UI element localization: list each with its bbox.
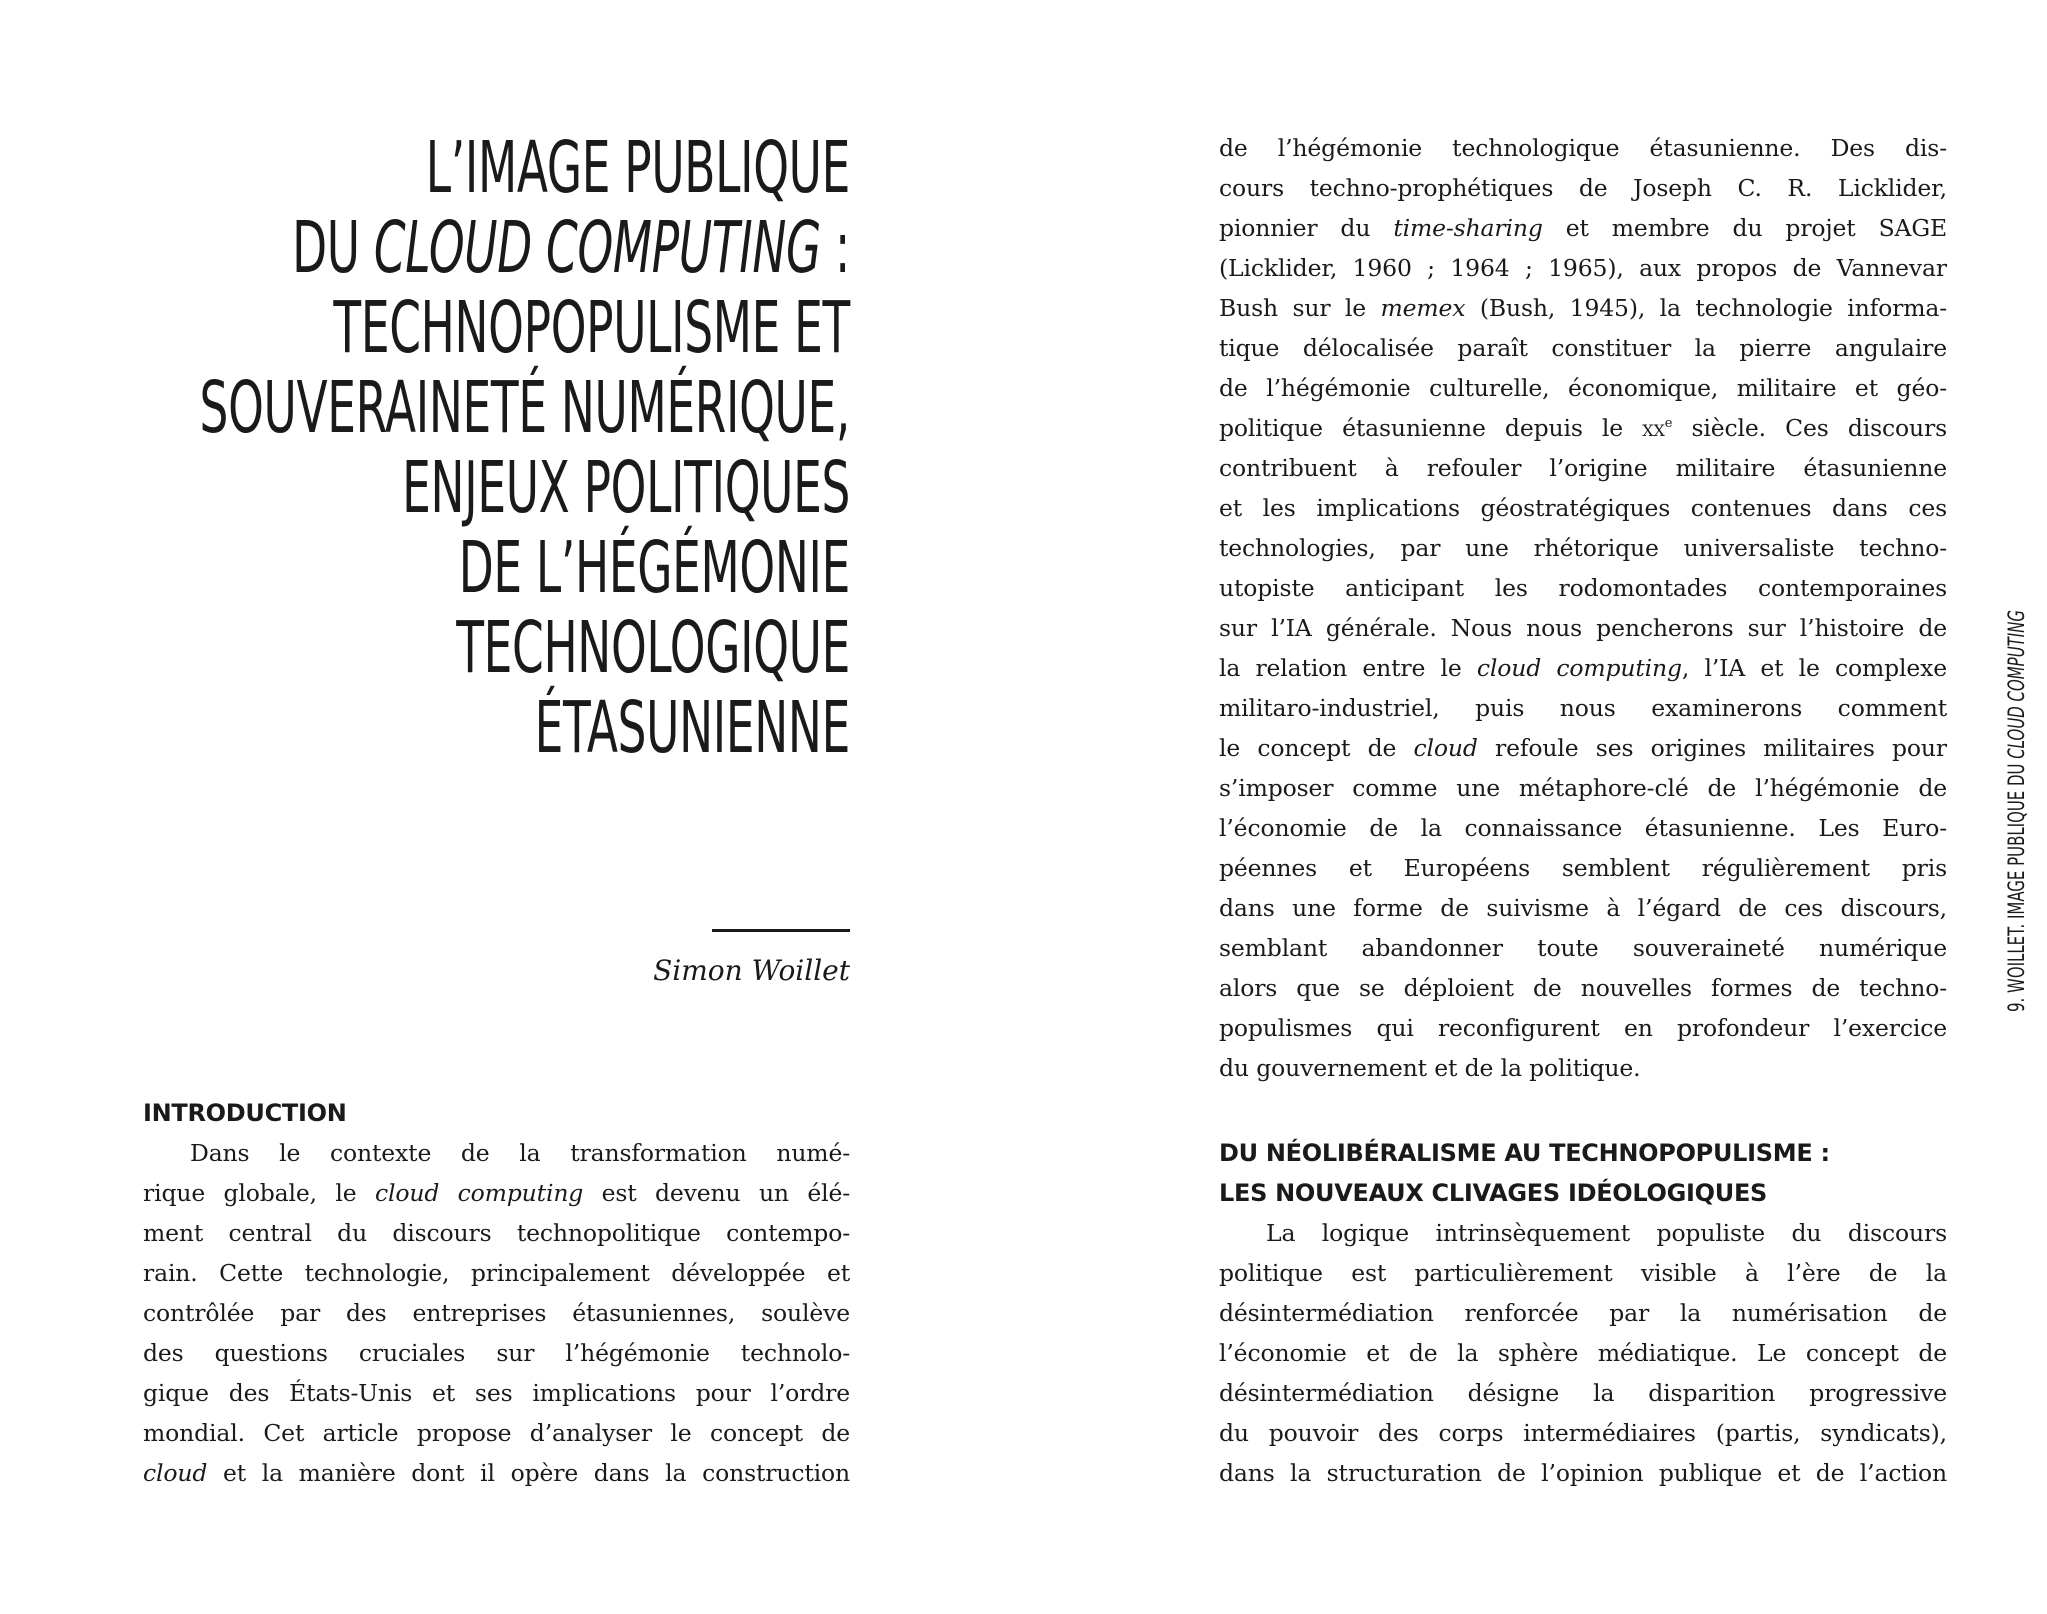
title-line: DE L’HÉGÉMONIE <box>458 526 850 609</box>
text-run: refoule ses origines militaires pour <box>1477 734 1947 762</box>
title-text: DU <box>292 206 374 289</box>
italic-term: cloud <box>1413 734 1478 762</box>
text-line: désintermédiation désigne la disparition progressive <box>1219 1379 1947 1407</box>
text-line: politique est particulièrement visible à l’ère de la <box>1219 1259 1947 1287</box>
article-title <box>127 128 850 768</box>
running-head-italic: CLOUD COMPUTING <box>2005 610 2030 759</box>
text-line: tique délocalisée paraît constituer la pierre angulaire <box>1219 334 1947 362</box>
text-line: La logique intrinsèquement populiste du discours <box>1266 1219 1947 1247</box>
text-line: populismes qui reconfigurent en profondeur l’exercice <box>1219 1014 1947 1042</box>
century-superscript: e <box>1664 416 1673 431</box>
italic-term: cloud computing <box>374 1179 584 1207</box>
title-line: ENJEUX POLITIQUES <box>402 446 850 529</box>
section-heading-technopopulisme <box>1219 1133 1830 1213</box>
text-line: du gouvernement et de la politique. <box>1219 1054 1641 1082</box>
text-line: alors que se déploient de nouvelles formes de techno- <box>1219 974 1947 1002</box>
text-line: sur l’IA générale. Nous nous pencherons sur l’histoire de <box>1219 614 1947 642</box>
text-run: et la manière dont il opère dans la construction <box>207 1459 850 1487</box>
text-line: et les implications géostratégiques contenues dans ces <box>1219 494 1947 522</box>
text-line: l’économie de la connaissance étasunienne. Les Euro- <box>1219 814 1947 842</box>
text-line: utopiste anticipant les rodomontades contemporaines <box>1219 574 1947 602</box>
text-run: le concept de <box>1219 734 1414 762</box>
text-run: pionnier du <box>1219 214 1394 242</box>
text-line: l’économie et de la sphère médiatique. Le concept de <box>1219 1339 1947 1367</box>
text-line: Dans le contexte de la transformation numé- <box>190 1139 850 1167</box>
text-line: contribuent à refouler l’origine militaire étasunienne <box>1219 454 1947 482</box>
text-line: semblant abandonner toute souveraineté numérique <box>1219 934 1947 962</box>
text-line <box>143 1173 850 1213</box>
introduction-body <box>143 1133 850 1493</box>
title-line: TECHNOLOGIQUE <box>456 606 850 689</box>
section-heading-introduction: INTRODUCTION <box>143 1099 347 1127</box>
author-name: Simon Woillet <box>653 954 850 987</box>
text-line: (Licklider, 1960 ; 1964 ; 1965), aux propos de Vannevar <box>1219 254 1947 282</box>
text-line: des questions cruciales sur l’hégémonie technolo- <box>143 1339 850 1367</box>
author-divider <box>712 929 850 932</box>
heading-line: LES NOUVEAUX CLIVAGES IDÉOLOGIQUES <box>1219 1179 1768 1207</box>
continued-body <box>1219 128 1947 1088</box>
left-page <box>0 0 1023 1614</box>
title-italic: CLOUD COMPUTING <box>373 206 821 289</box>
italic-term: memex <box>1380 294 1466 322</box>
text-line: désintermédiation renforcée par la numérisation de <box>1219 1299 1947 1327</box>
title-line: L’IMAGE PUBLIQUE <box>425 126 850 209</box>
text-line <box>1219 728 1947 768</box>
running-head-text <box>2003 610 2033 1012</box>
text-run: et membre du projet SAGE <box>1542 214 1947 242</box>
text-line <box>1219 208 1947 248</box>
section-body <box>1219 1213 1947 1493</box>
title-line: TECHNOPOPULISME ET <box>333 286 850 369</box>
text-line: mondial. Cet article propose d’analyser le concept de <box>143 1419 850 1447</box>
text-line: rain. Cette technologie, principalement développée et <box>143 1259 850 1287</box>
text-run: rique globale, le <box>143 1179 375 1207</box>
text-run: Bush sur le <box>1219 294 1381 322</box>
text-line: ment central du discours technopolitique contempo- <box>143 1219 850 1247</box>
text-line: s’imposer comme une métaphore-clé de l’hégémonie de <box>1219 774 1947 802</box>
text-line <box>1219 648 1947 688</box>
text-line: dans la structuration de l’opinion publique et de l’action <box>1219 1459 1947 1487</box>
title-line: SOUVERAINETÉ NUMÉRIQUE, <box>199 366 850 449</box>
title-colon: : <box>820 206 850 289</box>
text-line <box>1219 288 1947 328</box>
text-line: contrôlée par des entreprises étasuniennes, soulève <box>143 1299 850 1327</box>
title-line <box>127 208 850 288</box>
text-line: péennes et Européens semblent régulièrement pris <box>1219 854 1947 882</box>
running-head <box>2003 421 2033 1012</box>
text-run: est devenu un élé- <box>583 1179 850 1207</box>
century-numeral: xx <box>1642 414 1665 442</box>
text-run: , l’IA et le complexe <box>1681 654 1947 682</box>
italic-term: cloud <box>143 1459 208 1487</box>
text-line: cours techno-prophétiques de Joseph C. R. Licklider, <box>1219 174 1947 202</box>
text-line: de l’hégémonie culturelle, économique, militaire et géo- <box>1219 374 1947 402</box>
text-line <box>143 1453 850 1493</box>
text-line: technologies, par une rhétorique universaliste techno- <box>1219 534 1947 562</box>
heading-line: DU NÉOLIBÉRALISME AU TECHNOPOPULISME : <box>1219 1139 1830 1167</box>
text-line: militaro-industriel, puis nous examinerons comment <box>1219 694 1947 722</box>
text-line <box>1219 408 1947 448</box>
text-run: siècle. Ces discours <box>1672 414 1947 442</box>
text-line: gique des États-Unis et ses implications pour l’ordre <box>143 1379 850 1407</box>
italic-term: time-sharing <box>1393 214 1543 242</box>
text-line: de l’hégémonie technologique étasunienne. Des dis- <box>1219 134 1947 162</box>
right-page <box>1023 0 2047 1614</box>
italic-term: cloud computing <box>1476 654 1682 682</box>
text-run: (Bush, 1945), la technologie informa- <box>1465 294 1947 322</box>
text-run: politique étasunienne depuis le <box>1219 414 1643 442</box>
title-line: ÉTASUNIENNE <box>534 686 850 769</box>
text-line: dans une forme de suivisme à l’égard de ces discours, <box>1219 894 1947 922</box>
running-head-prefix: 9. WOILLET. IMAGE PUBLIQUE DU <box>2005 758 2030 1012</box>
text-line: du pouvoir des corps intermédiaires (partis, syndicats), <box>1219 1419 1947 1447</box>
text-run: la relation entre le <box>1219 654 1477 682</box>
